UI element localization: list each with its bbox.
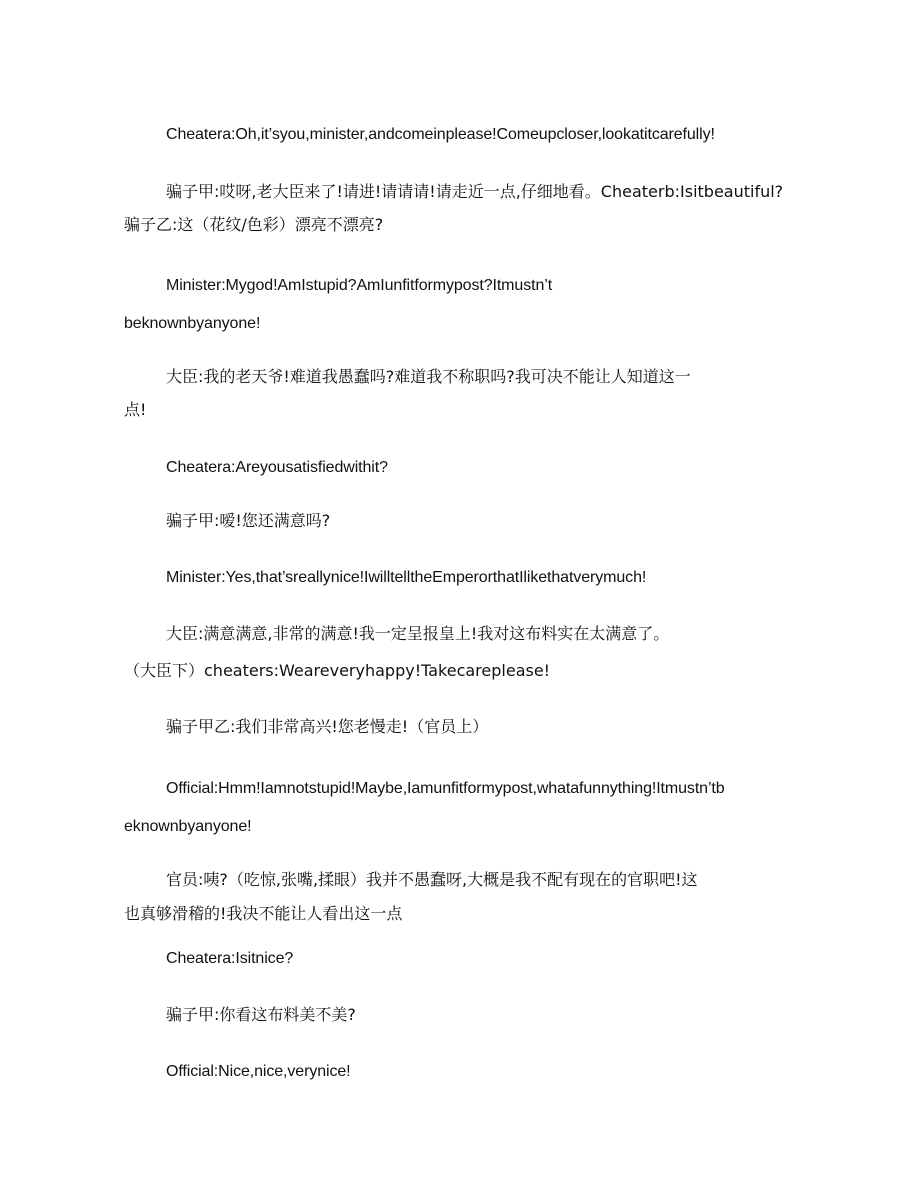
text-line: 骗子甲:你看这布料美不美?	[166, 1005, 356, 1024]
text-line: 官员:咦?（吃惊,张嘴,揉眼）我并不愚蠢呀,大概是我不配有现在的官职吧!这	[166, 870, 698, 889]
text-line: Official:Hmm!Iamnotstupid!Maybe,Iamunfitformypost,whatafunnything!Itmustn’tb	[166, 780, 725, 797]
text-line: 大臣:满意满意,非常的满意!我一定呈报皇上!我对这布料实在太满意了。	[166, 624, 670, 643]
text-line: Minister:Yes,that’sreallynice!IwilltelltheEmperorthatIlikethatverymuch!	[166, 569, 647, 586]
text-line: 骗子甲乙:我们非常高兴!您老慢走!（官员上）	[166, 717, 489, 736]
text-line: Official:Nice,nice,verynice!	[166, 1063, 351, 1080]
text-line: eknownbyanyone!	[124, 818, 252, 835]
text-line: 骗子乙:这（花纹/色彩）漂亮不漂亮?	[124, 215, 384, 234]
text-line: Cheatera:Isitnice?	[166, 950, 294, 967]
text-line: （大臣下）cheaters:Weareveryhappy!Takecareplease!	[124, 661, 551, 680]
text-line: Cheatera:Areyousatisfiedwithit?	[166, 459, 388, 476]
text-line: 骗子甲:嗳!您还满意吗?	[166, 511, 331, 530]
text-line: 大臣:我的老天爷!难道我愚蠢吗?难道我不称职吗?我可决不能让人知道这一	[166, 367, 691, 386]
text-line: 骗子甲:哎呀,老大臣来了!请进!请请请!请走近一点,仔细地看。Cheaterb:Isitbeautiful?	[166, 182, 784, 201]
text-line: beknownbyanyone!	[124, 315, 261, 332]
text-line: Minister:Mygod!AmIstupid?AmIunfitformypost?Itmustn’t	[166, 277, 553, 294]
text-line: 点!	[124, 400, 147, 419]
text-line: Cheatera:Oh,it’syou,minister,andcomeinplease!Comeupcloser,lookatitcarefully!	[166, 126, 715, 143]
text-line: 也真够滑稽的!我决不能让人看出这一点	[124, 904, 403, 923]
